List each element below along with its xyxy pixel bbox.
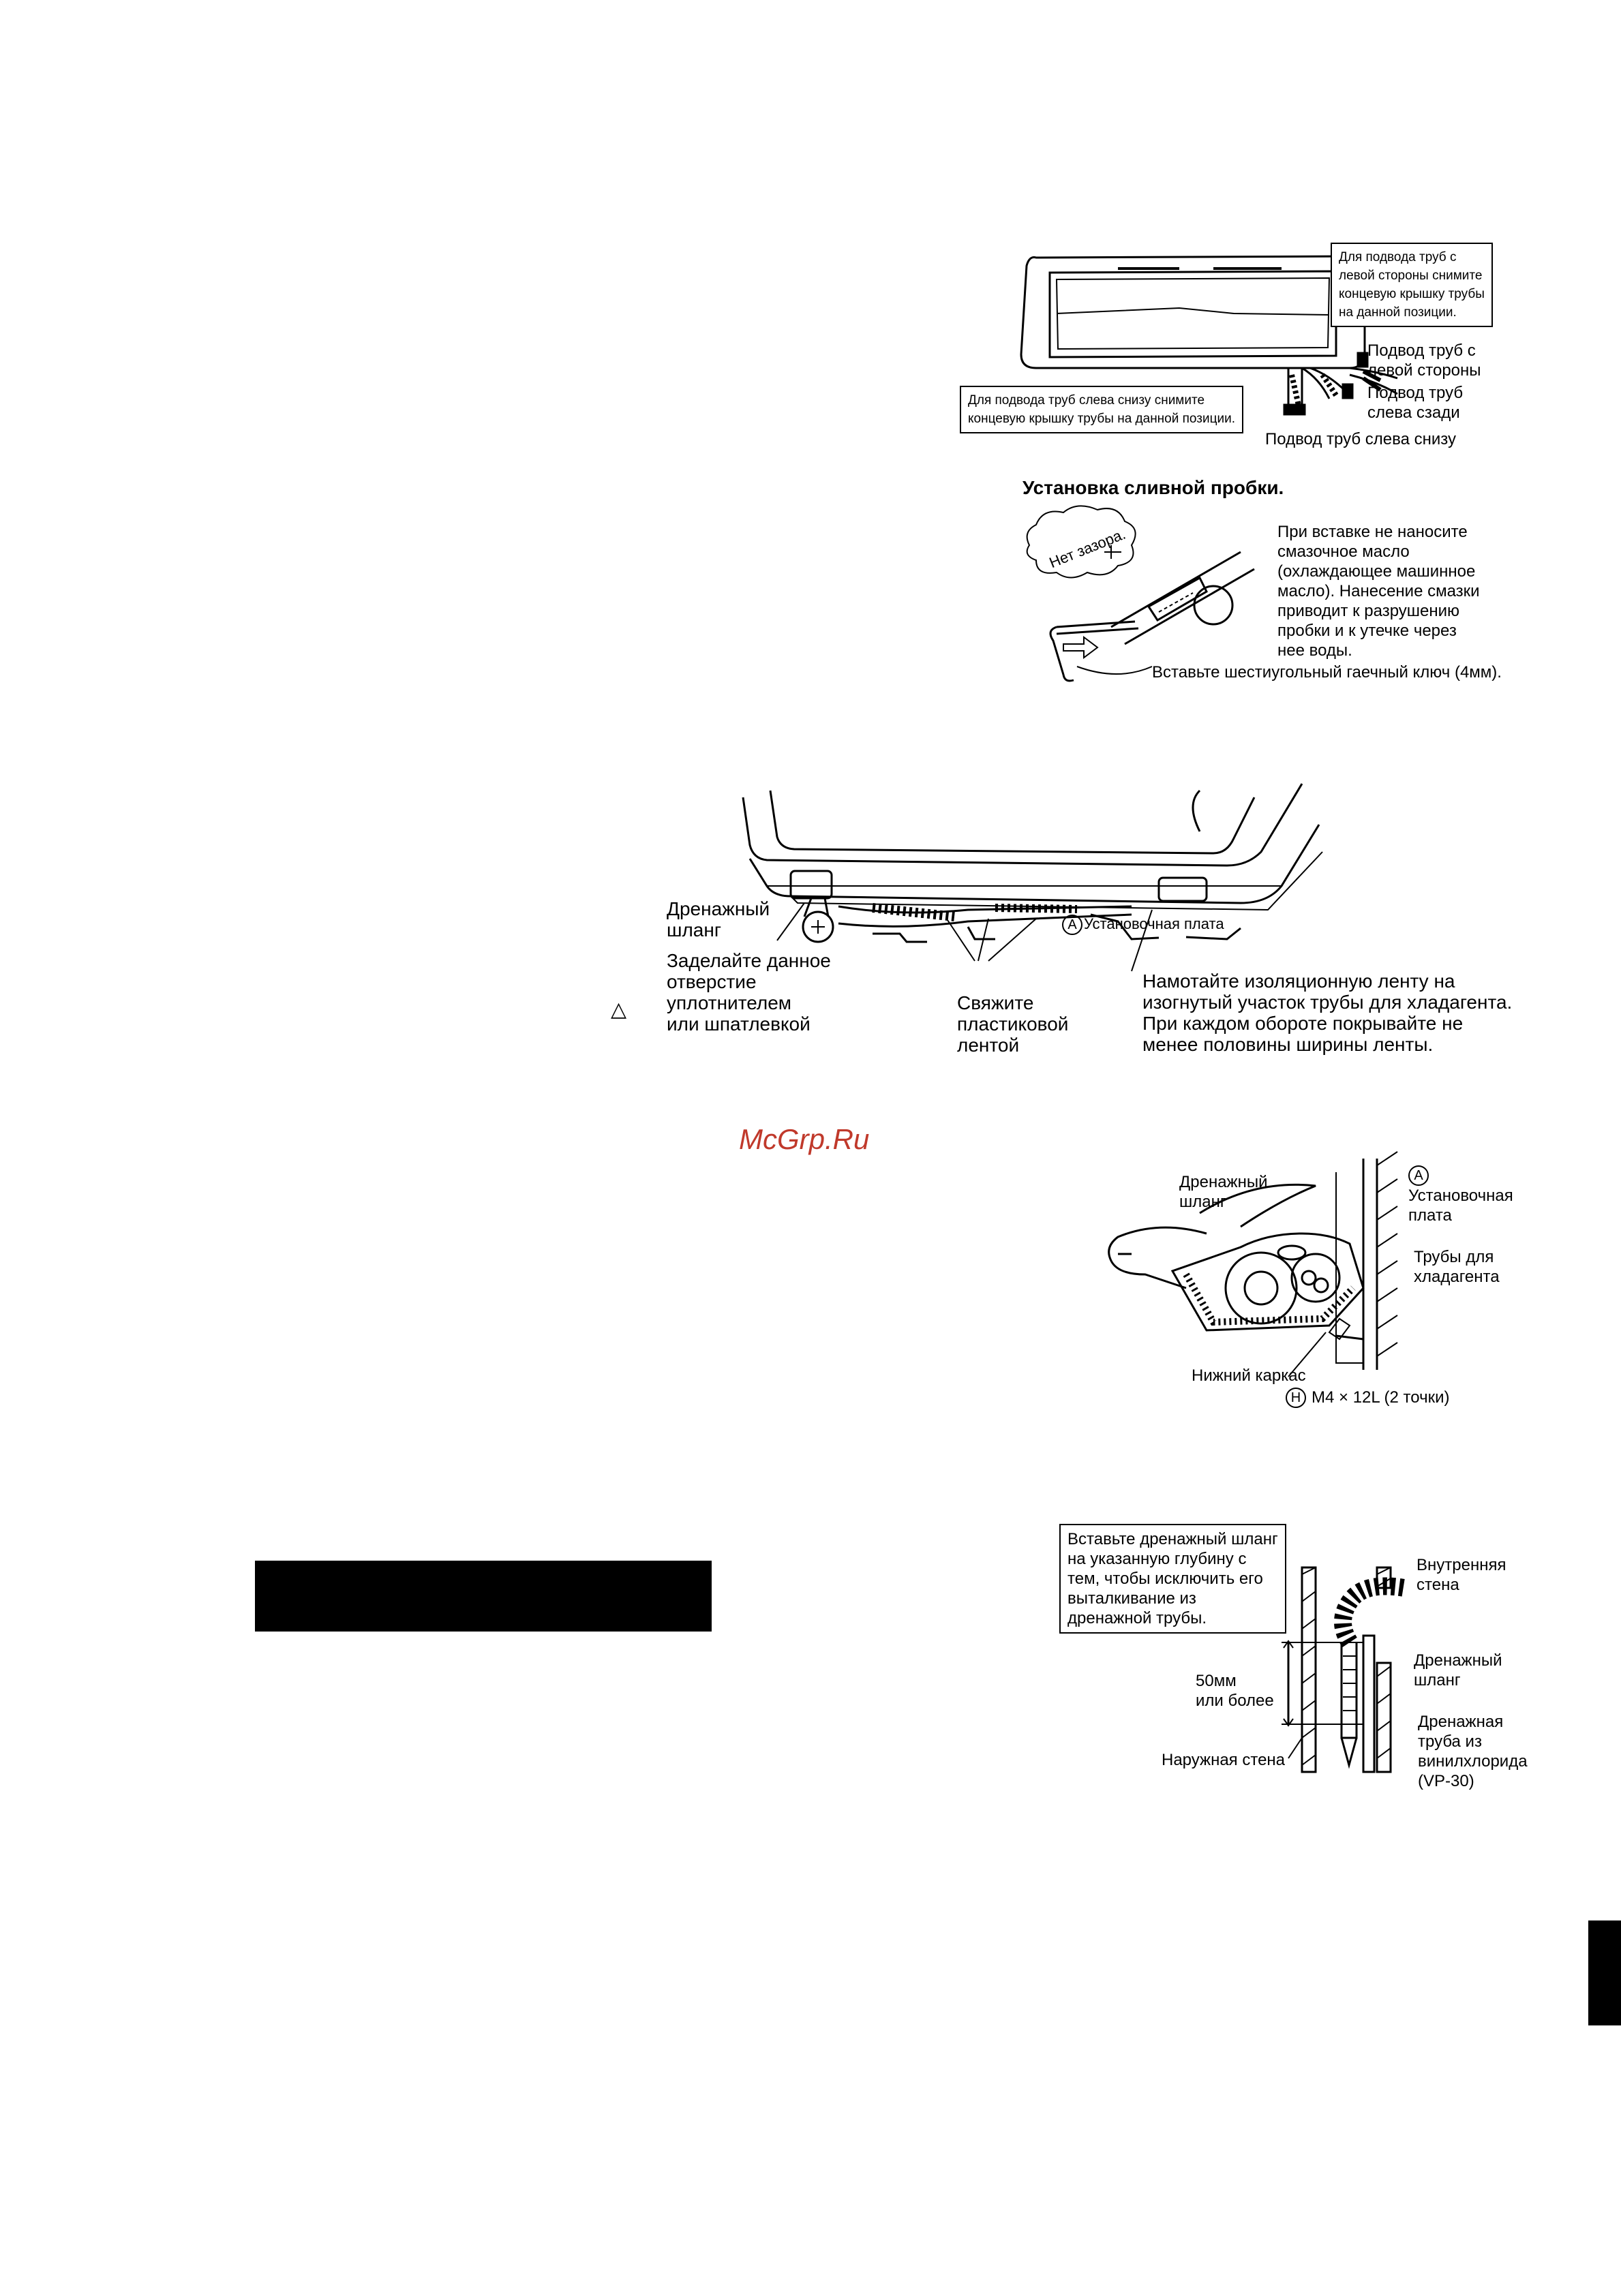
page-edge-tab (1588, 1920, 1621, 2025)
hose-label-tie: Свяжите пластиковой лентой (957, 992, 1069, 1056)
note-left-side-cap: Для подвода труб с левой стороны снимите концевую крышку трубы на данной позиции. (1331, 243, 1493, 327)
hose-label-seal: Заделайте данное отверстие уплотнителем или шпатлевкой (667, 950, 831, 1035)
label-left-bottom: Подвод труб слева снизу (1265, 430, 1457, 448)
section-label-pipes: Трубы для хладагента (1414, 1248, 1500, 1286)
section-label-screw: M4 × 12L (2 точки) (1312, 1388, 1450, 1407)
wall-label-drain: Дренажный шланг (1414, 1651, 1502, 1689)
wall-label-inner: Внутренняя стена (1417, 1556, 1506, 1594)
drain-plug-title: Установка сливной пробки. (1022, 477, 1284, 498)
watermark-text: McGrp.Ru (739, 1123, 870, 1155)
plate-marker-a: A (1062, 915, 1082, 935)
wall-label-depth: 50мм или более (1196, 1672, 1274, 1710)
section-label-plate: Установочная плата (1408, 1187, 1513, 1225)
section-label-drain: Дренажный шланг (1179, 1173, 1268, 1211)
section-heading-bar (255, 1561, 712, 1632)
wall-label-vinyl: Дренажная труба из винилхлорида (VP-30) (1418, 1713, 1528, 1790)
note-bottom-cap: Для подвода труб слева снизу снимите концевую крышку трубы на данной позиции. (960, 386, 1243, 433)
hose-label-drain: Дренажный шланг (667, 898, 770, 940)
section-marker-a: A (1408, 1165, 1429, 1186)
label-left-side: Подвод труб с левой стороны (1367, 341, 1481, 380)
wall-note: Вставьте дренажный шланг на указанную глубину с тем, чтобы исключить его выталкивание из дренажной трубы. (1059, 1524, 1286, 1634)
hose-label-tape: Намотайте изоляционную ленту на изогнутый участок трубы для хладагента. При каждом обороте покрывайте не менее половины ширины ленты. (1142, 970, 1513, 1055)
wall-label-outer: Наружная стена (1162, 1751, 1286, 1769)
screw-marker-h: H (1286, 1388, 1306, 1408)
section-label-frame: Нижний каркас (1192, 1366, 1306, 1385)
no-gap-label: Нет зазора. (1046, 525, 1128, 572)
drain-plug-warning: При вставке не наносите смазочное масло (охлаждающее машинное масло). Нанесение смазки приводит к разрушению пробки и к утечке через нее воды. (1277, 523, 1480, 660)
hex-key-label: Вставьте шестиугольный гаечный ключ (4мм). (1152, 663, 1502, 682)
triangle-mark: △ (611, 998, 627, 1021)
hose-label-plate: Установочная плата (1084, 915, 1224, 932)
label-left-rear: Подвод труб слева сзади (1367, 384, 1464, 422)
